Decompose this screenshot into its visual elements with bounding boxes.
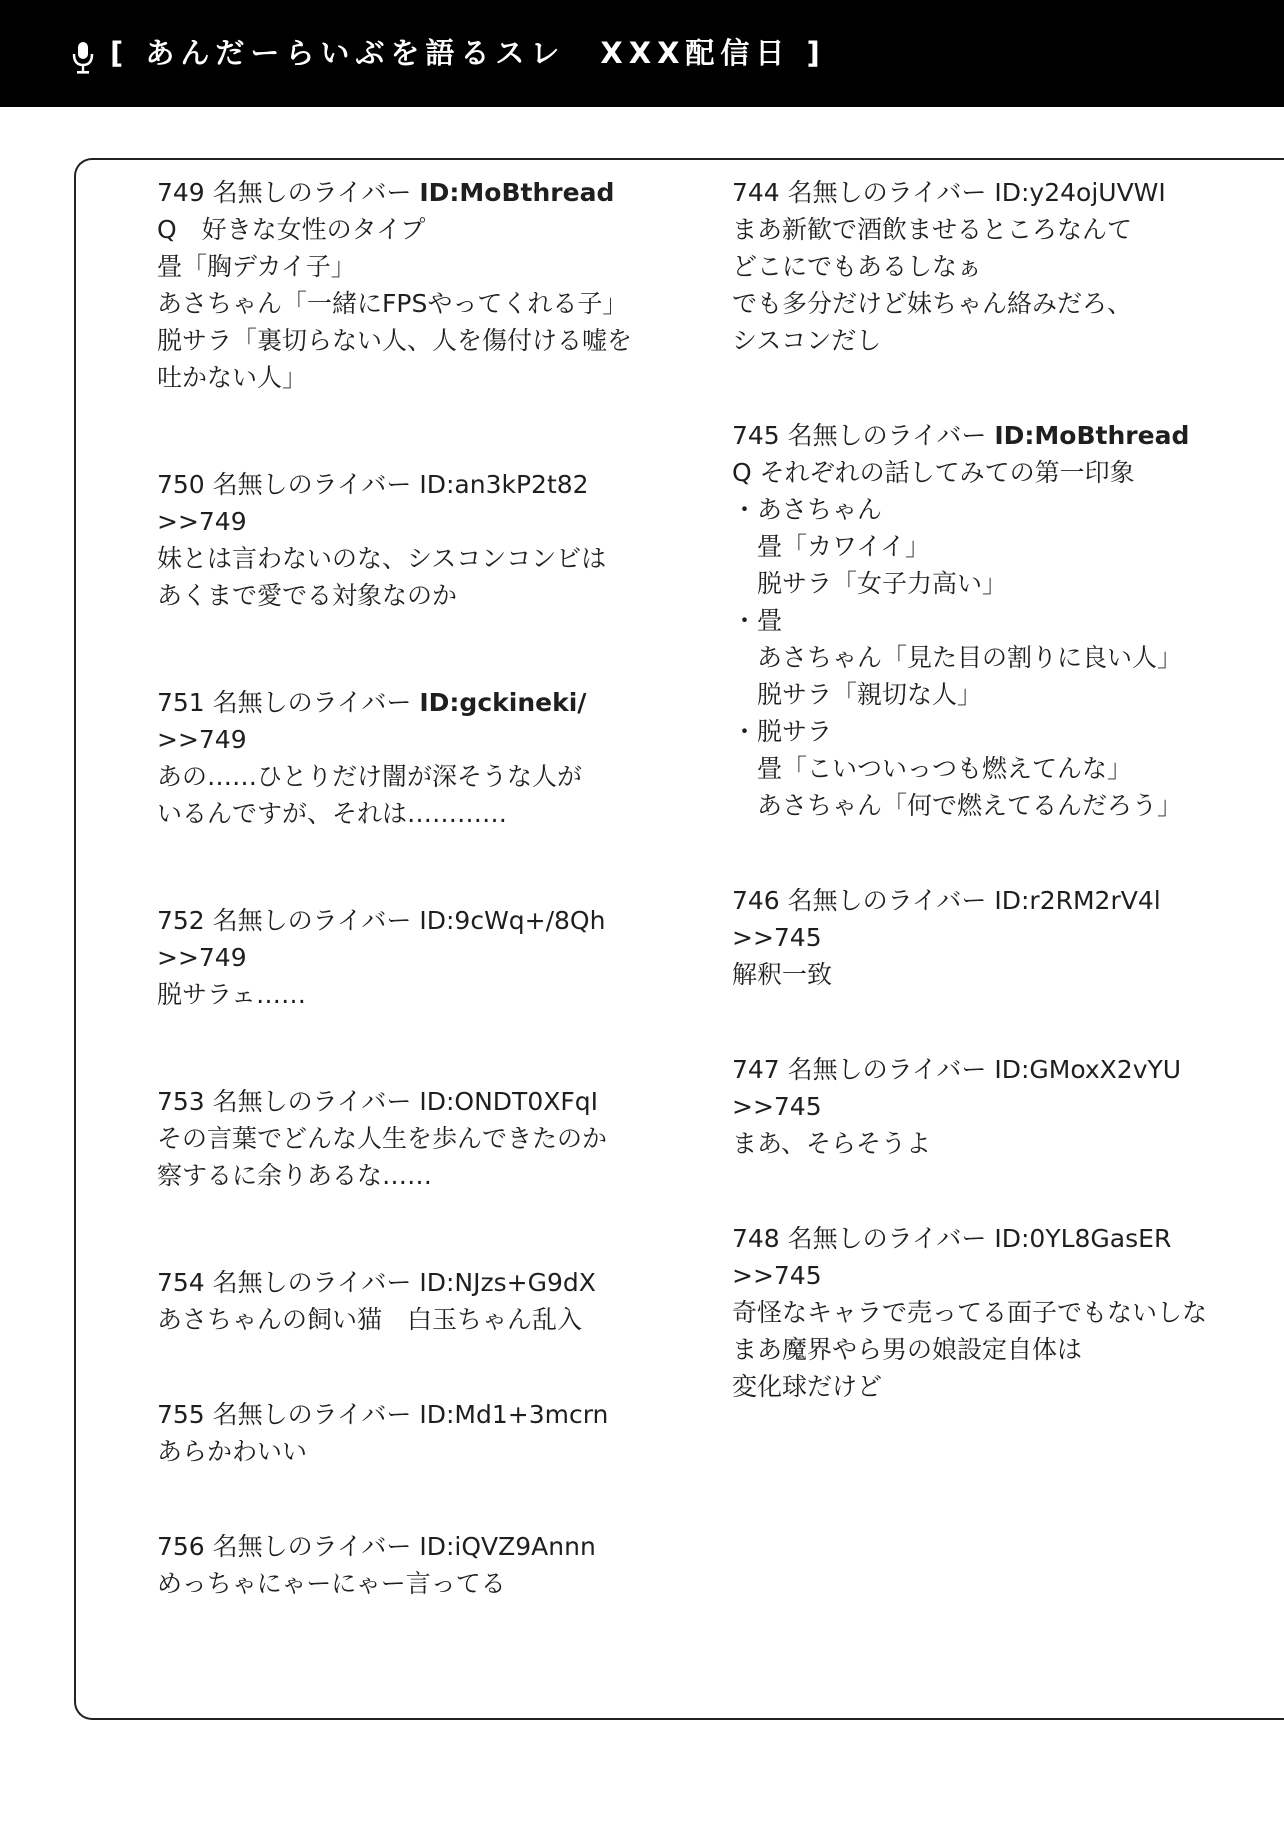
thread-post [732, 1051, 1252, 1162]
reply-anchor[interactable]: >>749 [157, 725, 247, 754]
post-number-name: 745 名無しのライバー [732, 421, 995, 450]
post-number-name: 748 名無しのライバー [732, 1224, 995, 1253]
post-id: ID:ONDT0XFqI [419, 1087, 598, 1116]
post-body-line: 脱サラ「女子力高い」 [732, 569, 1008, 598]
post-body-line: まあ新歓で酒飲ませるところなんて [732, 215, 1133, 244]
post-body-line: 奇怪なキャラで売ってる面子でもないしな [732, 1298, 1208, 1327]
post-header [732, 1051, 1252, 1088]
right-column [732, 174, 1252, 1405]
thread-post [157, 1083, 627, 1194]
post-header [732, 882, 1252, 919]
post-body-line: あくまで愛でる対象なのか [157, 581, 458, 610]
post-number-name: 755 名無しのライバー [157, 1400, 420, 1429]
post-body-line: 畳「カワイイ」 [732, 532, 931, 561]
thread-post [157, 1264, 627, 1338]
post-body-line: 察するに余りあるな…… [157, 1161, 433, 1190]
reply-anchor[interactable]: >>745 [732, 1261, 822, 1290]
post-header [157, 1083, 627, 1120]
post-body-line: 脱サラェ…… [157, 980, 307, 1009]
post-body-line: シスコンだし [732, 326, 882, 355]
post-header [157, 902, 627, 939]
post-number-name: 746 名無しのライバー [732, 886, 995, 915]
post-number-name: 744 名無しのライバー [732, 178, 995, 207]
post-body-line: めっちゃにゃーにゃー言ってる [157, 1569, 506, 1598]
post-body-line: あさちゃん「見た目の割りに良い人」 [732, 643, 1183, 672]
thread-post [157, 1528, 627, 1602]
post-number-name: 756 名無しのライバー [157, 1532, 420, 1561]
thread-post [732, 174, 1252, 359]
reply-anchor[interactable]: >>745 [732, 923, 822, 952]
post-number-name: 749 名無しのライバー [157, 178, 420, 207]
post-body-line: まあ魔界やら男の娘設定自体は [732, 1335, 1083, 1364]
thread-post [157, 902, 627, 1013]
post-body-line: Q それぞれの話してみての第一印象 [732, 458, 1135, 487]
post-header [732, 1220, 1252, 1257]
post-header [157, 1396, 627, 1433]
post-body-line: Q 好きな女性のタイプ [157, 215, 426, 244]
left-column [157, 174, 633, 1602]
post-body-line: 脱サラ「裏切らない人、人を傷付ける嘘を [157, 326, 633, 355]
post-header [732, 417, 1252, 454]
post-number-name: 754 名無しのライバー [157, 1268, 420, 1297]
thread-post [732, 417, 1252, 824]
thread-post [732, 1220, 1252, 1405]
post-body-line: あさちゃんの飼い猫 白玉ちゃん乱入 [157, 1305, 583, 1334]
thread-post [157, 1396, 627, 1470]
post-body-line: ・畳 [732, 606, 783, 635]
post-header [157, 466, 627, 503]
post-body-line: 脱サラ「親切な人」 [732, 680, 983, 709]
post-id: ID:iQVZ9Annn [419, 1532, 596, 1561]
post-body-line: あさちゃん「何で燃えてるんだろう」 [732, 791, 1183, 820]
post-body-line: あの……ひとりだけ闇が深そうな人が [157, 762, 583, 791]
post-header [732, 174, 1252, 211]
post-body-line: どこにでもあるしなぁ [732, 252, 983, 281]
post-id: ID:Md1+3mcrn [419, 1400, 609, 1429]
reply-anchor[interactable]: >>749 [157, 943, 247, 972]
thread-post [157, 684, 627, 832]
post-body-line: その言葉でどんな人生を歩んできたのか [157, 1124, 608, 1153]
post-header [157, 684, 627, 721]
post-number-name: 751 名無しのライバー [157, 688, 420, 717]
post-header [157, 1528, 627, 1565]
reply-anchor[interactable]: >>749 [157, 507, 247, 536]
thread-post [732, 882, 1252, 993]
post-id: ID:MoBthread [994, 421, 1190, 450]
post-id: ID:GMoxX2vYU [994, 1055, 1182, 1084]
post-body-line: 解釈一致 [732, 960, 833, 989]
post-body-line: ・脱サラ [732, 717, 833, 746]
post-body-line: 畳「こいついっつも燃えてんな」 [732, 754, 1133, 783]
post-body-line: ・あさちゃん [732, 495, 883, 524]
page-header [0, 0, 1284, 107]
thread-post [157, 174, 633, 396]
post-body-line: いるんですが、それは………… [157, 799, 508, 828]
reply-anchor[interactable]: >>745 [732, 1092, 822, 1121]
post-body-line: まあ、そらそうよ [732, 1129, 932, 1158]
post-header [157, 1264, 627, 1301]
post-header [157, 174, 627, 211]
post-id: ID:y24ojUVWI [994, 178, 1166, 207]
thread-post [157, 466, 627, 614]
post-body-line: 畳「胸デカイ子」 [157, 252, 356, 281]
microphone-icon [72, 41, 94, 75]
post-id: ID:gckineki/ [419, 688, 587, 717]
post-body-line: あさちゃん「一緒にFPSやってくれる子」 [157, 289, 628, 318]
post-id: ID:an3kP2t82 [419, 470, 589, 499]
post-body-line: でも多分だけど妹ちゃん絡みだろ、 [732, 289, 1133, 318]
post-id: ID:0YL8GasER [994, 1224, 1172, 1253]
post-id: ID:9cWq+/8Qh [419, 906, 606, 935]
post-body-line: あらかわいい [157, 1437, 308, 1466]
post-id: ID:NJzs+G9dX [419, 1268, 596, 1297]
post-number-name: 752 名無しのライバー [157, 906, 420, 935]
post-number-name: 750 名無しのライバー [157, 470, 420, 499]
post-body-line: 吐かない人」 [157, 363, 308, 392]
post-number-name: 753 名無しのライバー [157, 1087, 420, 1116]
post-body-line: 変化球だけど [732, 1372, 883, 1401]
thread-title: [ あんだーらいぶを語るスレ XXX配信日 ] [110, 36, 826, 70]
post-id: ID:MoBthread [419, 178, 615, 207]
post-number-name: 747 名無しのライバー [732, 1055, 995, 1084]
post-body-line: 妹とは言わないのな、シスコンコンビは [157, 544, 607, 573]
post-id: ID:r2RM2rV4l [994, 886, 1161, 915]
